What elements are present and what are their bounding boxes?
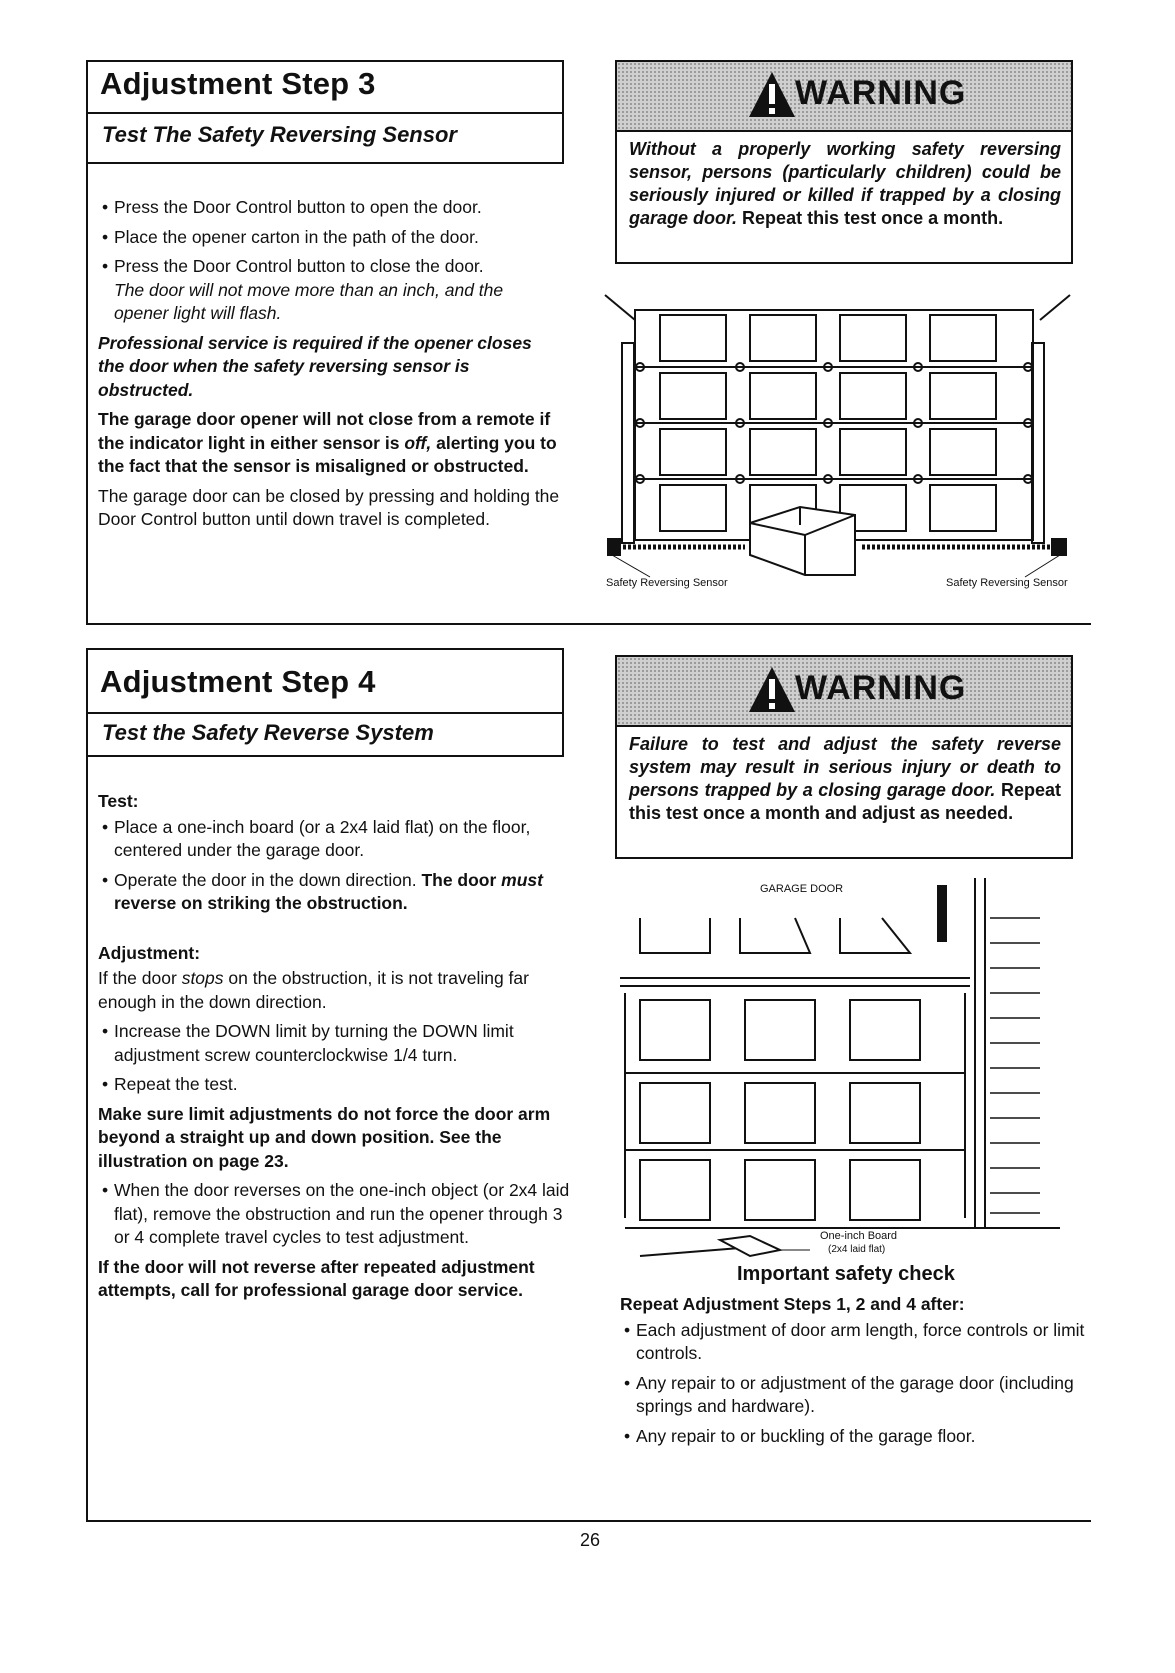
step4-subtitle: Test the Safety Reverse System [102, 720, 434, 745]
step3-title-rule [88, 112, 562, 114]
safety-check-subtitle: Repeat Adjustment Steps 1, 2 and 4 after: [620, 1294, 965, 1314]
step4-final: If the door will not reverse after repeated adjustment attempts, call for professional garage door service. [98, 1256, 535, 1300]
garage-door-sensor-figure [600, 285, 1075, 595]
page-number: 26 [580, 1530, 601, 1550]
step3-bullet-3: • Press the Door Control button to close the door. [102, 256, 484, 276]
step4-adj-bullet-1: • Increase the DOWN limit by turning the DOWN limit adjustment screw counterclockwise 1/4 turn. [102, 1021, 514, 1065]
step4-figure-label-board2: (2x4 laid flat) [828, 1244, 886, 1255]
step3-bullet-2: • Place the opener carton in the path of the door. [102, 226, 479, 247]
step4-title-box [86, 648, 564, 757]
step4-adjustment-heading: Adjustment: [98, 942, 201, 963]
step4-figure-label-board: One-inch Board [820, 1230, 898, 1242]
step3-figure-label-right: Safety Reversing Sensor [946, 577, 1068, 589]
step3-figure-label-left: Safety Reversing Sensor [606, 577, 728, 589]
step3-warning-box [615, 60, 1073, 264]
step4-body [98, 790, 578, 1309]
step3-warning-text: Without a properly working safety reversing sensor, persons (particularly children) could be seriously injured or killed if trapped by a closing garage door. Repeat this test once a month. [629, 139, 1061, 228]
warning-triangle-icon [747, 665, 797, 715]
step4-figure-label-door: GARAGE DOOR [760, 883, 844, 895]
step3-warning-heading: WARNING [795, 74, 967, 112]
step4-title: Adjustment Step 4 [100, 664, 376, 699]
safety-check-list [620, 1293, 1090, 1454]
step3-title: Adjustment Step 3 [100, 66, 376, 101]
safety-item-1: • Each adjustment of door arm length, force controls or limit controls. [624, 1319, 1085, 1363]
step4-warning-heading: WARNING [795, 669, 967, 707]
step3-subtitle: Test The Safety Reversing Sensor [102, 122, 457, 147]
step4-adjustment-para: If the door stops on the obstruction, it is not traveling far enough in the down direction. [98, 968, 529, 1012]
step4-adj-bullet-2: • Repeat the test. [102, 1074, 238, 1094]
step4-warning-banner [617, 657, 1071, 727]
safety-item-2: • Any repair to or adjustment of the garage door (including springs and hardware). [624, 1372, 1074, 1416]
step3-remote-note: The garage door opener will not close from a remote if the indicator light in either sensor is off, alerting you to the fact that the sensor is misaligned or obstructed. [98, 409, 557, 476]
left-frame-line-bottom [86, 648, 88, 1521]
step4-test-bullet-2: • Operate the door in the down direction. The door must reverse on striking the obstruction. [102, 869, 543, 913]
step3-body [98, 196, 560, 538]
section-divider [86, 623, 1091, 625]
step3-closing: The garage door can be closed by pressing and holding the Door Control button until down travel is completed. [98, 485, 560, 529]
step3-note: The door will not move more than an inch, and the opener light will flash. [114, 279, 504, 323]
step4-test-heading: Test: [98, 791, 139, 811]
step3-title-box [86, 60, 564, 164]
safety-check-title: Important safety check [737, 1263, 955, 1285]
step3-professional: Professional service is required if the opener closes the door when the safety reversing sensor is obstructed. [98, 332, 532, 400]
warning-triangle-icon [747, 70, 797, 120]
step4-title-rule [88, 712, 562, 714]
step4-warning-box [615, 655, 1073, 859]
step3-bullet-1: • Press the Door Control button to open the door. [102, 197, 482, 217]
step4-test-bullet-1: • Place a one-inch board (or a 2x4 laid flat) on the floor, centered under the garage door. [102, 816, 531, 860]
safety-item-3: • Any repair to or buckling of the garage floor. [624, 1425, 976, 1446]
bottom-rule [86, 1520, 1091, 1522]
step3-warning-banner [617, 62, 1071, 132]
step4-make-sure: Make sure limit adjustments do not force the door arm beyond a straight up and down position. See the illustration on page 23. [98, 1103, 551, 1171]
step4-warning-text: Failure to test and adjust the safety reverse system may result in serious injury or death to persons trapped by a closing garage door. Repeat this test once a month and adjust as needed. [629, 734, 1061, 823]
step4-adj-bullet-3: • When the door reverses on the one-inch object (or 2x4 laid flat), remove the obstruction and run the opener through 3 or 4 complete travel cycles to test adjustment. [102, 1180, 570, 1247]
